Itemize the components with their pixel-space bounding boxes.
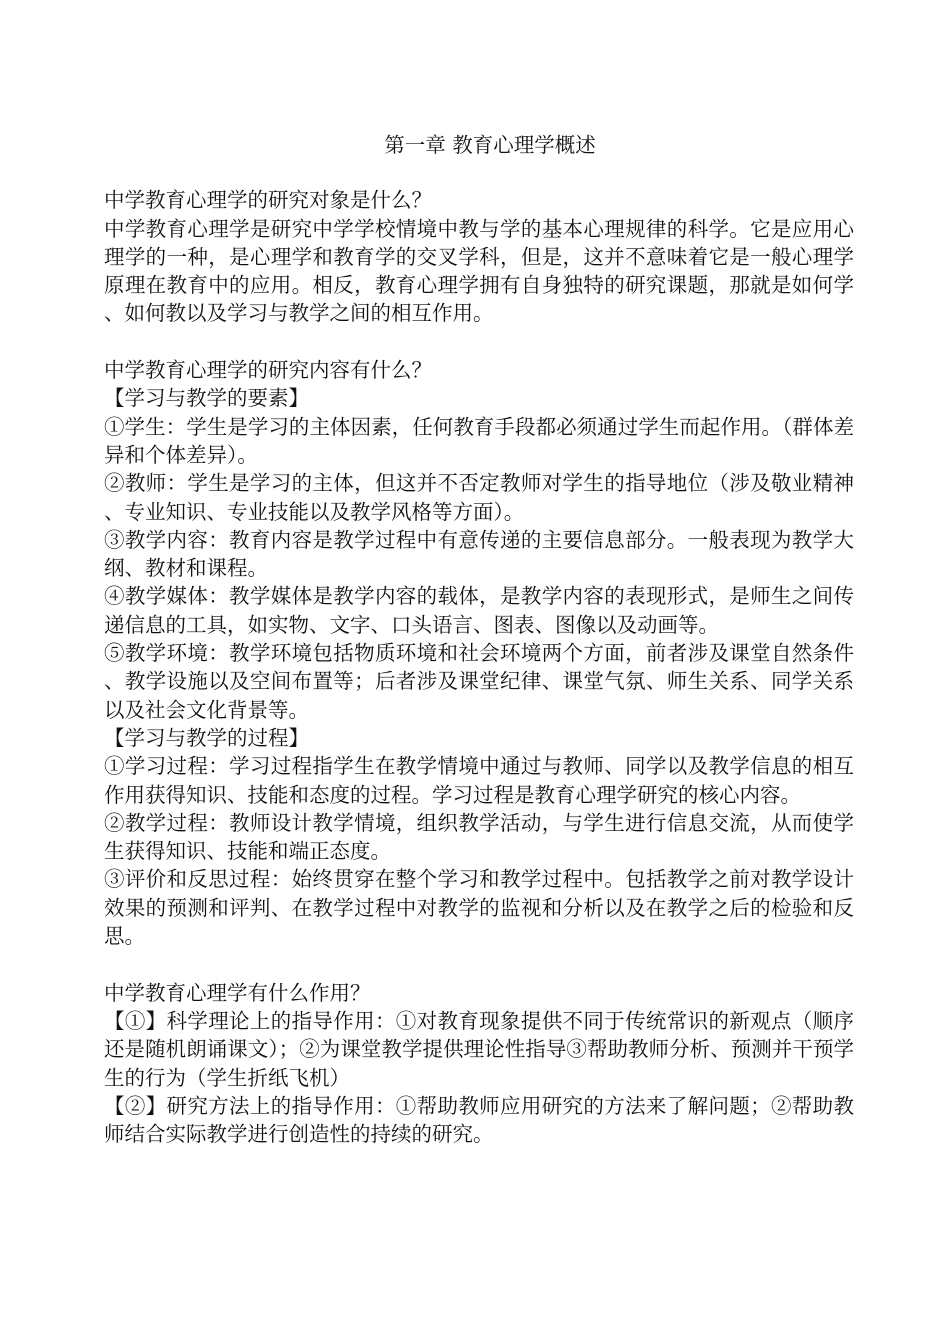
list-item: ④教学媒体：教学媒体是教学内容的载体，是教学内容的表现形式，是师生之间传递信息的工具，如实物、文字、口头语言、图表、图像以及动画等。 <box>104 584 854 637</box>
list-item: 【①】科学理论上的指导作用：①对教育现象提供不同于传统常识的新观点（顺序还是随机朗诵课文）；②为课堂教学提供理论性指导③帮助教师分析、预测并干预学生的行为（学生折纸飞机） <box>104 1008 854 1090</box>
section-function <box>104 979 854 1149</box>
question-heading: 中学教育心理学的研究内容有什么？ <box>104 358 432 383</box>
chapter-title: 第一章 教育心理学概述 <box>384 133 596 157</box>
list-item: ①学习过程：学习过程指学生在教学情境中通过与教师、同学以及教学信息的相互作用获得知识、技能和态度的过程。学习过程是教育心理学研究的核心内容。 <box>104 754 854 807</box>
answer-paragraph: 中学教育心理学是研究中学学校情境中教与学的基本心理规律的科学。它是应用心理学的一种，是心理学和教育学的交叉学科，但是，这并不意味着它是一般心理学原理在教育中的应用。相反，教育心理学拥有自身独特的研究课题，那就是如何学、如何教以及学习与教学之间的相互作用。 <box>104 216 854 326</box>
question-heading: 中学教育心理学的研究对象是什么？ <box>104 188 432 213</box>
subsection-heading: 【学习与教学的要素】 <box>104 386 309 411</box>
section-research-content <box>104 356 854 950</box>
subsection-heading: 【学习与教学的过程】 <box>104 725 309 750</box>
list-item: ②教师：学生是学习的主体，但这并不否定教师对学生的指导地位（涉及敬业精神、专业知识、专业技能以及教学风格等方面）。 <box>104 471 854 524</box>
list-item: ①学生：学生是学习的主体因素，任何教育手段都必须通过学生而起作用。（群体差异和个体差异）。 <box>104 414 854 467</box>
list-item: ③教学内容：教育内容是教学过程中有意传递的主要信息部分。一般表现为教学大纲、教材和课程。 <box>104 527 854 581</box>
section-research-object <box>104 186 854 327</box>
document-page <box>104 131 854 1148</box>
list-item: ⑤教学环境：教学环境包括物质环境和社会环境两个方面，前者涉及课堂自然条件、教学设施以及空间布置等；后者涉及课堂纪律、课堂气氛、师生关系、同学关系以及社会文化背景等。 <box>104 641 854 722</box>
list-item: ②教学过程：教师设计教学情境，组织教学活动，与学生进行信息交流，从而使学生获得知识、技能和端正态度。 <box>104 810 854 864</box>
list-item: 【②】研究方法上的指导作用：①帮助教师应用研究的方法来了解问题；②帮助教师结合实际教学进行创造性的持续的研究。 <box>104 1093 854 1147</box>
question-heading: 中学教育心理学有什么作用？ <box>104 980 371 1005</box>
list-item: ③评价和反思过程：始终贯穿在整个学习和教学过程中。包括教学之前对教学设计效果的预测和评判、在教学过程中对教学的监视和分析以及在教学之后的检验和反思。 <box>104 867 854 949</box>
